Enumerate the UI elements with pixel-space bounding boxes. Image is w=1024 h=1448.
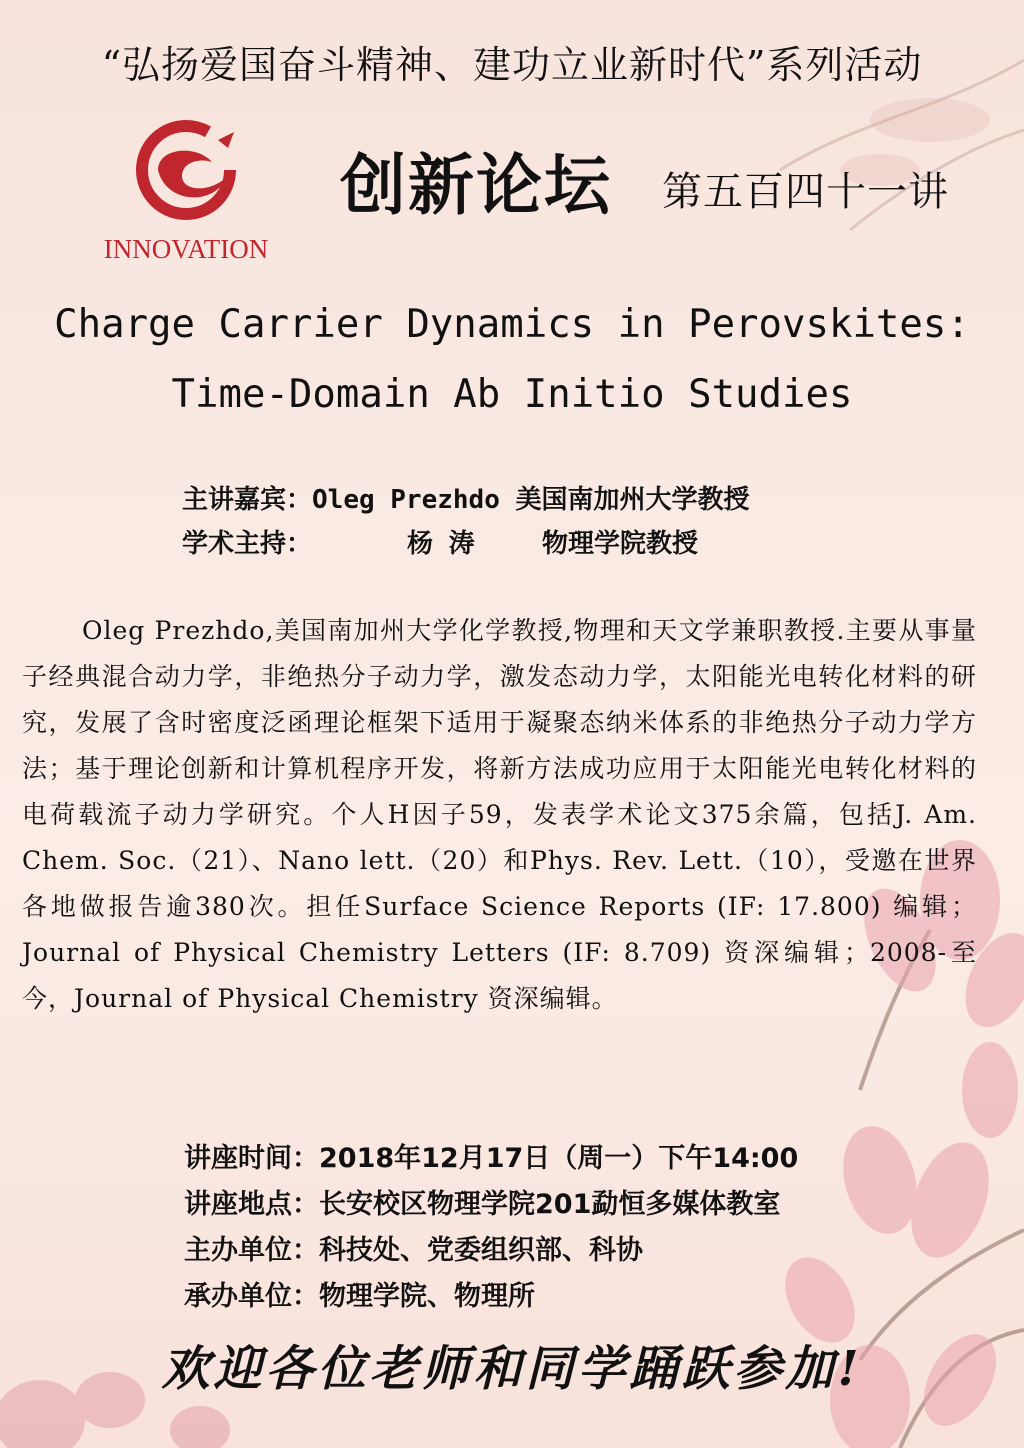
welcome-message: 欢迎各位老师和同学踊跃参加! [161, 1341, 863, 1397]
innovation-logo [96, 118, 276, 268]
undertaker: 承办单位：物理学院、物理所 [184, 1281, 535, 1312]
forum-title: 创新论坛 [340, 147, 612, 224]
speaker-row [182, 478, 750, 522]
series-title: “弘扬爱国奋斗精神、建功立业新时代”系列活动 [101, 43, 923, 87]
people-section [182, 478, 750, 566]
lecture-number: 第五百四十一讲 [662, 169, 949, 215]
speaker-bio: Oleg Prezhdo,美国南加州大学化学教授,物理和天文学兼职教授.主要从事量子经典混合动力学，非绝热分子动力学，激发态动力学，太阳能光电转化材料的研究，发展了含时密度泛函理论框架下适用于凝聚态纳米体系的非绝热分子动力学方法；基于理论创新和计算机程序开发，将新方法成功应用于太阳能光电转化材料的电荷载流子动力学研究。个人H因子59，发表学术论文375余篇，包括J. Am. Chem. Soc.（21）、Nano lett.（20）和Phys. Rev. Lett.（10），受邀在世界各地做报告逾380次。担任Surface Science Reports (IF: 17.800) 编辑；Journal of Physical Chemistry Letters (IF: 8.709) 资深编辑；2008-至今，Journal of Physical Chemistry 资深编辑。 [22, 616, 977, 1013]
host-row [182, 522, 750, 566]
talk-title-line-1: Charge Carrier Dynamics in Perovskites: [54, 302, 970, 347]
speaker-value: Oleg Prezhdo 美国南加州大学教授 [312, 485, 750, 515]
host-title: 物理学院教授 [542, 529, 699, 559]
lecture-place: 讲座地点：长安校区物理学院201勐恒多媒体教室 [184, 1189, 781, 1220]
talk-title-line-2: Time-Domain Ab Initio Studies [171, 372, 853, 417]
host-name: 杨 涛 [407, 529, 475, 559]
host-label: 学术主持： [182, 529, 313, 559]
swirl-logo-icon [96, 118, 276, 234]
lecture-info [184, 1136, 798, 1320]
lecture-time: 讲座时间：2018年12月17日（周一）下午14:00 [184, 1143, 799, 1174]
talk-title [0, 290, 1024, 430]
speaker-label: 主讲嘉宾： [182, 485, 313, 515]
logo-text: INNOVATION [103, 234, 269, 264]
organizer: 主办单位：科技处、党委组织部、科协 [184, 1235, 643, 1266]
